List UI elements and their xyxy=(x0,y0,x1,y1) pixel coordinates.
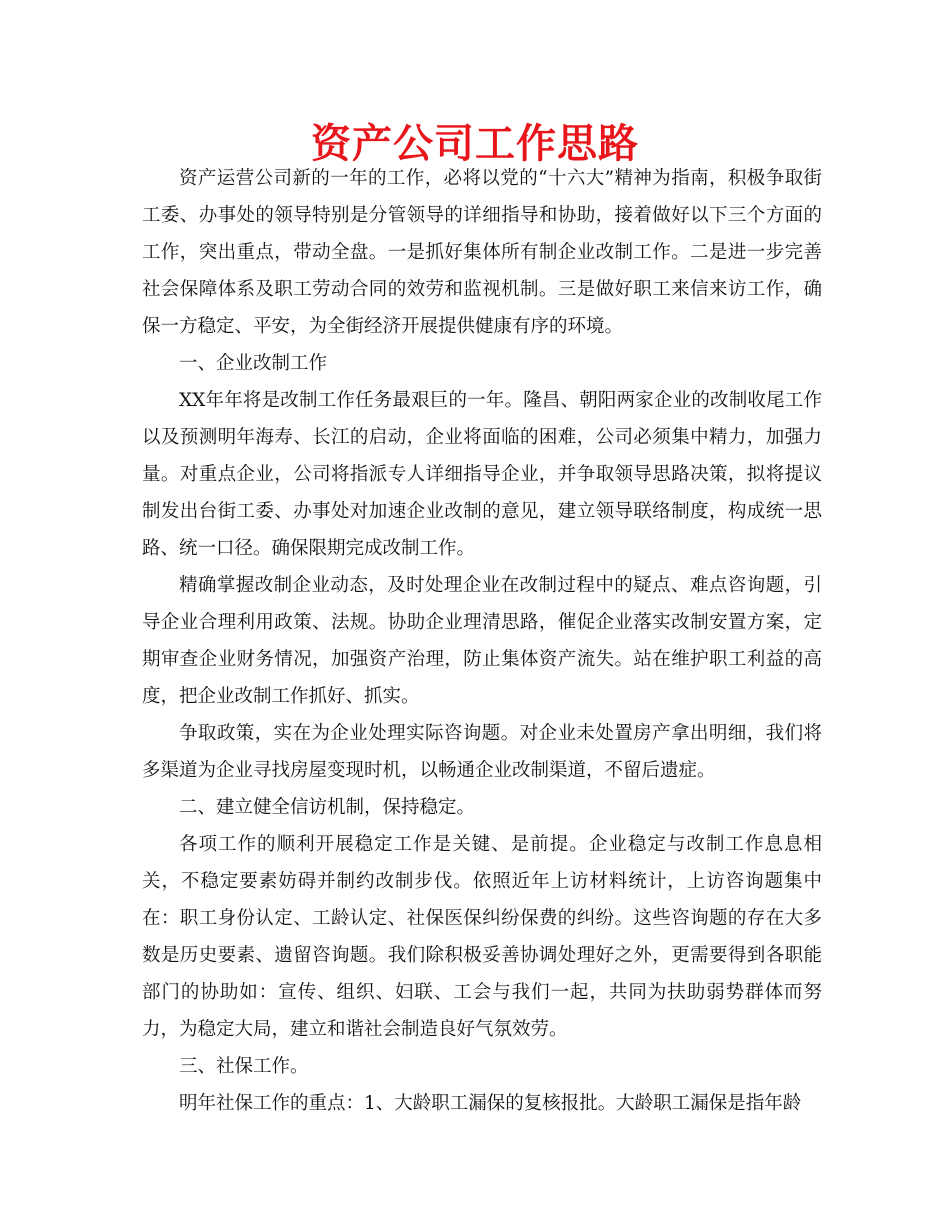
paragraph: 各项工作的顺利开展稳定工作是关键、是前提。企业稳定与改制工作息息相关，不稳定要素妨碍并制约改制步伐。依照近年上访材料统计，上访咨询题集中在：职工身份认定、工龄认定、社保医保纠纷保费的纠纷。这些咨询题的存在大多数是历史要素、遗留咨询题。我们除积极妥善协调处理好之外，更需要得到各职能部门的协助如：宣传、组织、妇联、工会与我们一起，共同为扶助弱势群体而努力，为稳定大局，建立和谐社会制造良好气氛效劳。 xyxy=(142,834,822,1040)
document-body xyxy=(142,160,822,1122)
section-heading-2: 二、建立健全信访机制，保持稳定。 xyxy=(179,797,476,818)
paragraph: 精确掌握改制企业动态，及时处理企业在改制过程中的疑点、难点咨询题，引导企业合理利用政策、法规。协助企业理清思路，催促企业落实改制安置方案，定期审查企业财务情况，加强资产治理，防止集体资产流失。站在维护职工利益的高度，把企业改制工作抓好、抓实。 xyxy=(142,575,822,707)
section-heading-1: 一、企业改制工作 xyxy=(179,353,328,374)
paragraph: XX年年将是改制工作任务最艰巨的一年。隆昌、朝阳两家企业的改制收尾工作以及预测明年海寿、长江的启动，企业将面临的困难，公司必须集中精力，加强力量。对重点企业，公司将指派专人详细指导企业，并争取领导思路决策，拟将提议制发出台街工委、办事处对加速企业改制的意见，建立领导联络制度，构成统一思路、统一口径。确保限期完成改制工作。 xyxy=(142,390,822,559)
section-heading-3: 三、社保工作。 xyxy=(179,1056,309,1077)
paragraph-intro: 资产运营公司新的一年的工作，必将以党的“十六大”精神为指南，积极争取街工委、办事处的领导特别是分管领导的详细指导和协助，接着做好以下三个方面的工作，突出重点，带动全盘。一是抓好集体所有制企业改制工作。二是进一步完善社会保障体系及职工劳动合同的效劳和监视机制。三是做好职工来信来访工作，确保一方稳定、平安，为全街经济开展提供健康有序的环境。 xyxy=(142,168,822,337)
paragraph: 争取政策，实在为企业处理实际咨询题。对企业未处置房产拿出明细，我们将多渠道为企业寻找房屋变现时机，以畅通企业改制渠道，不留后遗症。 xyxy=(142,723,822,781)
document-title: 资产公司工作思路 xyxy=(311,121,639,167)
paragraph: 明年社保工作的重点：1、大龄职工漏保的复核报批。大龄职工漏保是指年龄 xyxy=(179,1093,802,1114)
